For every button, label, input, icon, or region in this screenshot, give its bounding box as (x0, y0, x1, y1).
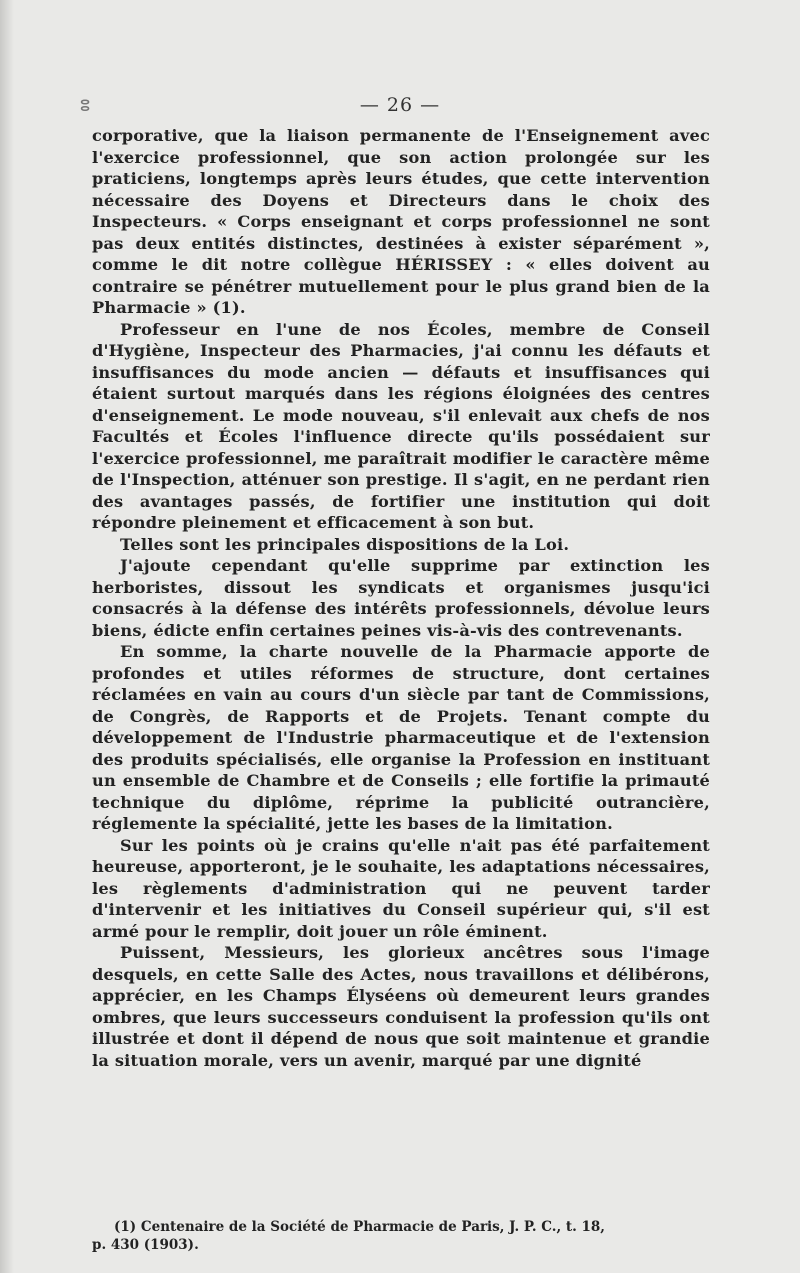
footnote-line: p. 430 (1903). (92, 1237, 199, 1253)
footnote-line: (1) Centenaire de la Société de Pharmacie de Paris, J. P. C., t. 18, (114, 1219, 605, 1235)
paragraph: Professeur en l'une de nos Écoles, membre de Conseil d'Hygiène, Inspecteur des Pharmacies, j'ai connu les défauts et insuffisances du mode ancien — défauts et insuffisances qui étaient surtout marqués dans les régions éloignées des centres d'enseignement. Le mode nouveau, s'il enlevait aux chefs de nos Facultés et Écoles l'influence directe qu'ils possédaient sur l'exercice professionnel, me paraîtrait modifier le caractère même de l'Inspection, atténuer son prestige. Il s'agit, en ne perdant rien des avantages passés, de fortifier une institution qui doit répondre pleinement et efficacement à son but. (92, 319, 710, 532)
paragraph: Sur les points où je crains qu'elle n'ait pas été parfaitement heureuse, apporteront, je le souhaite, les adaptations nécessaires, les règlements d'administration qui ne peuvent tarder d'intervenir et les initiatives du Conseil supérieur qui, s'il est armé pour le remplir, doit jouer un rôle éminent. (92, 835, 710, 941)
paragraph: J'ajoute cependant qu'elle supprime par extinction les herboristes, dissout les syndicats et organismes jusqu'ici consacrés à la défense des intérêts professionnels, dévolue leurs biens, édicte enfin certaines peines vis-à-vis des contrevenants. (92, 556, 710, 640)
footnote (92, 1218, 710, 1254)
paragraph: corporative, que la liaison permanente de l'Enseignement avec l'exercice professionnel, que son action prolongée sur les praticiens, longtemps après leurs études, que cette intervention nécessaire des Doyens et Directeurs dans le choix des Inspecteurs. « Corps enseignant et corps professionnel ne sont pas deux entités distinctes, destinées à exister séparément », comme le dit notre collègue HÉRISSEY : « elles doivent au contraire se pénétrer mutuellement pour le plus grand bien de la Pharmacie » (1). (92, 126, 710, 317)
page-binding-edge (0, 0, 14, 1273)
paragraph: En somme, la charte nouvelle de la Pharmacie apporte de profondes et utiles réformes de structure, dont certaines réclamées en vain au cours d'un siècle par tant de Commissions, de Congrès, de Rapports et de Projets. Tenant compte du développement de l'Industrie pharmaceutique et de l'extension des produits spécialisés, elle organise la Profession en instituant un ensemble de Chambre et de Conseils ; elle fortifie la primauté technique du diplôme, réprime la publicité outrancière, réglemente la spécialité, jette les bases de la limitation. (92, 642, 710, 833)
page-number: — 26 — (359, 94, 441, 116)
body-text (92, 125, 710, 1071)
ink-mark: ⵓ (80, 96, 91, 115)
paragraph: Puissent, Messieurs, les glorieux ancêtres sous l'image desquels, en cette Salle des Actes, nous travaillons et délibérons, apprécier, en les Champs Élyséens où demeurent leurs grandes ombres, que leurs successeurs conduisent la profession qu'ils ont illustrée et dont il dépend de nous que soit maintenue et grandie la situation morale, vers un avenir, marqué par une dignité (92, 943, 710, 1070)
paragraph: Telles sont les principales dispositions de la Loi. (120, 534, 570, 554)
